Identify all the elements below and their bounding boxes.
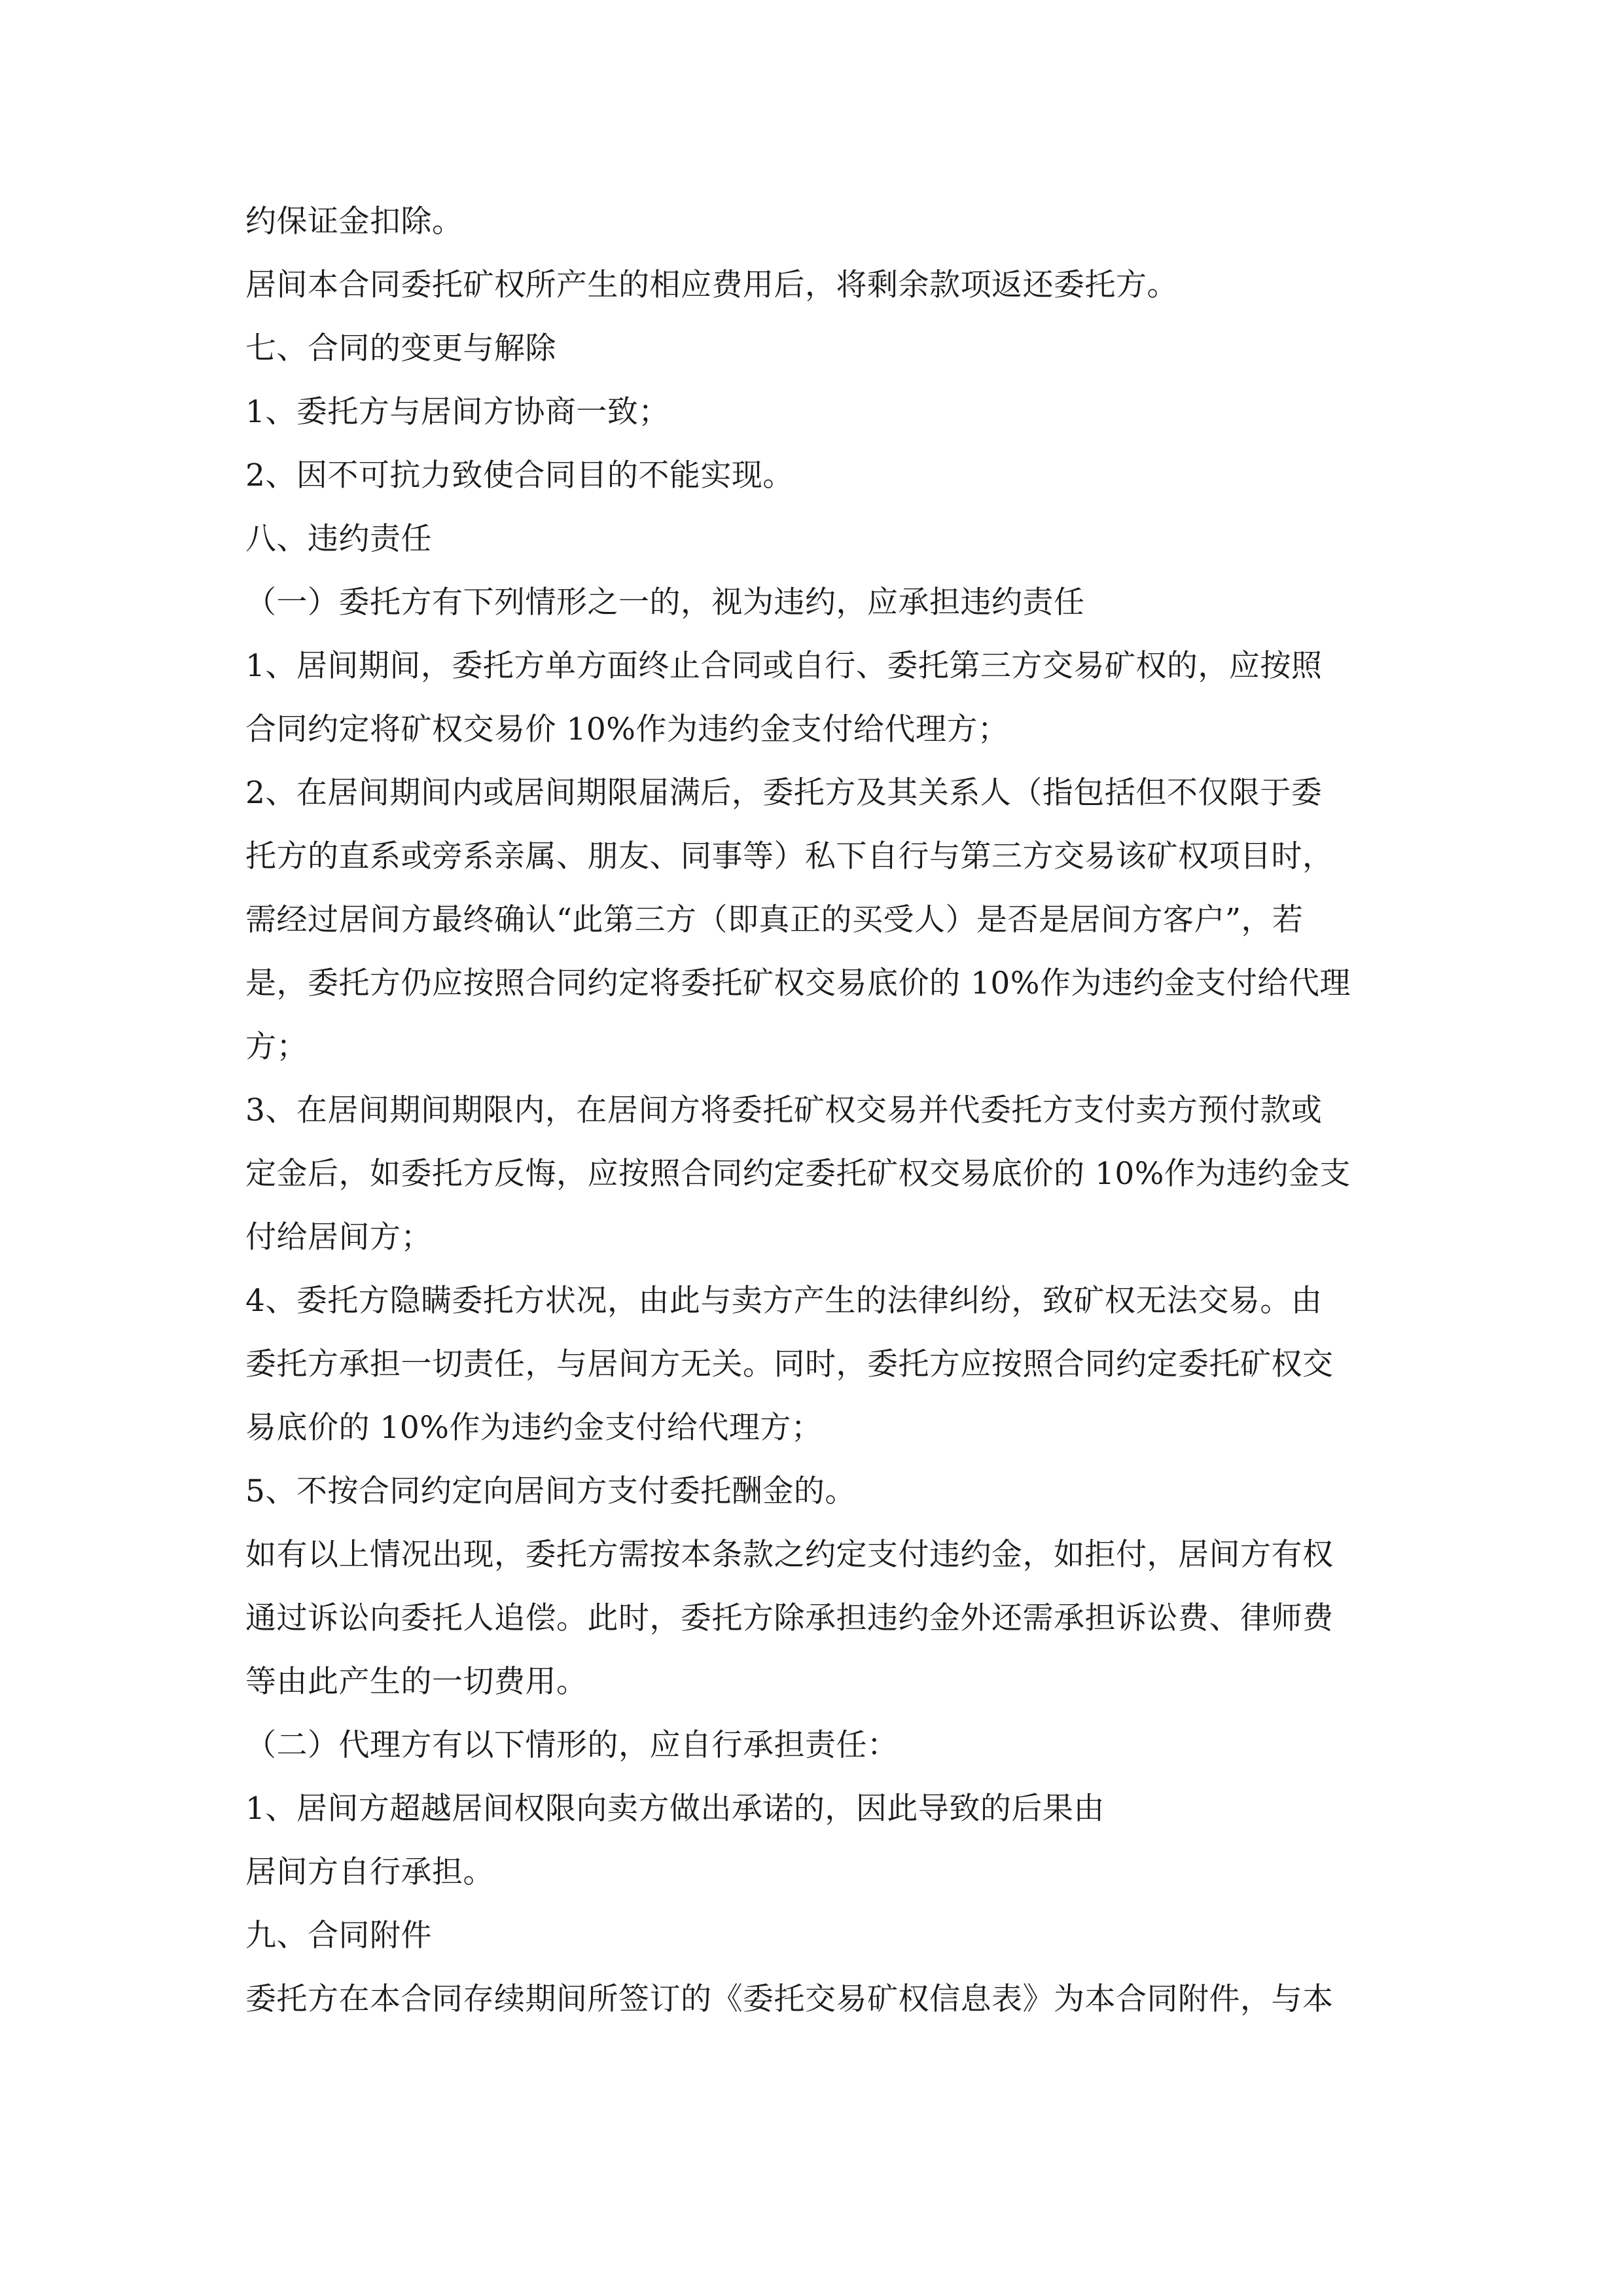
text-line: 居间本合同委托矿权所产生的相应费用后，将剩余款项返还委托方。 [245,267,1178,303]
text-line: 2、因不可抗力致使合同目的不能实现。 [245,457,794,493]
text-line: 付给居间方； [245,1219,432,1255]
text-line: 合同约定将矿权交易价 10%作为违约金支付给代理方； [245,711,1009,747]
text-line: 易底价的 10%作为违约金支付给代理方； [245,1410,823,1446]
section-heading: 七、合同的变更与解除 [245,331,556,367]
text-line: 等由此产生的一切费用。 [245,1664,588,1700]
text-line: 方； [245,1029,308,1065]
text-line: 居间方自行承担。 [245,1854,494,1890]
text-line: 是，委托方仍应按照合同约定将委托矿权交易底价的 10%作为违约金支付给代理 [245,965,1351,1001]
text-line: 托方的直系或旁系亲属、朋友、同事等）私下自行与第三方交易该矿权项目时， [245,838,1334,874]
text-line: 2、在居间期间内或居间期限届满后，委托方及其关系人（指包括但不仅限于委 [245,775,1323,811]
contract-body-text [245,190,1384,2031]
subsection-heading: （二）代理方有以下情形的，应自行承担责任： [245,1727,899,1763]
text-line: 约保证金扣除。 [245,204,463,240]
text-line: 如有以上情况出现，委托方需按本条款之约定支付违约金，如拒付，居间方有权 [245,1537,1334,1573]
section-heading: 九、合同附件 [245,1918,432,1954]
text-line: 需经过居间方最终确认“此第三方（即真正的买受人）是否是居间方客户”，若 [245,902,1304,938]
text-line: 通过诉讼向委托人追偿。此时，委托方除承担违约金外还需承担诉讼费、律师费 [245,1600,1334,1636]
text-line: 1、委托方与居间方协商一致； [245,394,669,430]
text-line: 委托方在本合同存续期间所签订的《委托交易矿权信息表》为本合同附件，与本 [245,1981,1334,2017]
text-line: 1、居间方超越居间权限向卖方做出承诺的，因此导致的后果由 [245,1791,1105,1827]
text-line: 3、在居间期间期限内，在居间方将委托矿权交易并代委托方支付卖方预付款或 [245,1092,1323,1128]
text-line: 5、不按合同约定向居间方支付委托酬金的。 [245,1473,856,1509]
section-heading: 八、违约责任 [245,521,432,557]
text-line: 4、委托方隐瞒委托方状况，由此与卖方产生的法律纠纷，致矿权无法交易。由 [245,1283,1323,1319]
text-line: 定金后，如委托方反悔，应按照合同约定委托矿权交易底价的 10%作为违约金支 [245,1156,1351,1192]
text-line: 委托方承担一切责任，与居间方无关。同时，委托方应按照合同约定委托矿权交 [245,1346,1334,1382]
subsection-heading: （一）委托方有下列情形之一的，视为违约，应承担违约责任 [245,584,1085,620]
text-line: 1、居间期间，委托方单方面终止合同或自行、委托第三方交易矿权的，应按照 [245,648,1323,684]
